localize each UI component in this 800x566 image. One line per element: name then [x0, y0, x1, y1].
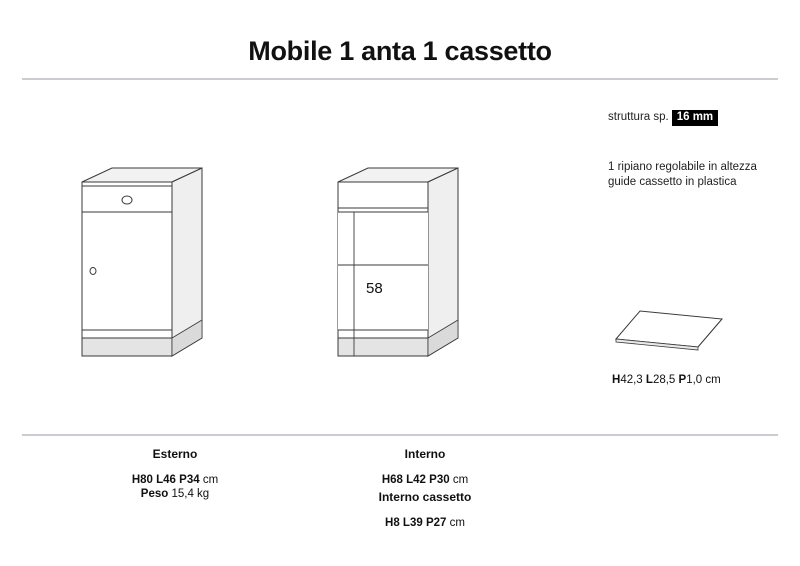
structure-thickness-label: struttura sp. — [608, 111, 669, 123]
cabinet-exterior-drawing — [60, 160, 250, 390]
interior-height-dimension: 58 — [366, 280, 383, 297]
peso-value: 15,4 kg — [171, 488, 210, 500]
spec-peso — [60, 484, 290, 504]
spec-interno — [320, 444, 530, 490]
interno-unit: cm — [452, 474, 469, 486]
spec-peso-values — [60, 484, 290, 504]
cabinet-section-drawing — [320, 160, 500, 390]
esterno-unit: cm — [202, 474, 219, 486]
structure-thickness — [608, 110, 718, 126]
divider-top — [22, 78, 778, 80]
interno-cassetto-h: H8 — [385, 517, 400, 529]
interno-p: P30 — [429, 474, 450, 486]
shelf-h-value: 42,3 — [620, 374, 643, 386]
shelf-l-label: L — [645, 374, 653, 386]
shelf-p-label: P — [678, 374, 687, 386]
divider-bottom — [22, 434, 778, 436]
cabinet-exterior-icon — [60, 160, 250, 390]
structure-thickness-value: 16 mm — [672, 110, 718, 126]
spec-interno-cassetto — [320, 487, 530, 533]
interno-cassetto-unit: cm — [449, 517, 465, 529]
interno-cassetto-l: L39 — [402, 517, 423, 529]
spec-interno-title: Interno — [404, 447, 446, 461]
esterno-h: H80 — [131, 474, 153, 486]
interno-h: H68 — [381, 474, 403, 486]
product-notes — [608, 160, 788, 190]
shelf-illustration — [614, 305, 724, 355]
interno-l: L42 — [406, 474, 426, 486]
spec-interno-cassetto-values — [320, 513, 530, 533]
shelf-unit: cm — [705, 374, 721, 386]
page-title: Mobile 1 anta 1 cassetto — [248, 36, 552, 66]
note-line-2: guide cassetto in plastica — [608, 176, 737, 188]
peso-label: Peso — [140, 488, 169, 500]
shelf-l-value: 28,5 — [652, 374, 676, 386]
spec-esterno-title: Esterno — [152, 447, 198, 461]
shelf-p-value: 1,0 — [686, 374, 703, 386]
interno-cassetto-p: P27 — [425, 517, 447, 529]
spec-interno-cassetto-title: Interno cassetto — [378, 490, 472, 504]
shelf-h-label: H — [612, 374, 621, 386]
cabinet-section-icon — [320, 160, 500, 390]
shelf-icon — [614, 305, 724, 355]
note-line-1: 1 ripiano regolabile in altezza — [608, 161, 757, 173]
esterno-p: P34 — [179, 474, 200, 486]
esterno-l: L46 — [156, 474, 176, 486]
shelf-dimensions — [612, 374, 721, 386]
